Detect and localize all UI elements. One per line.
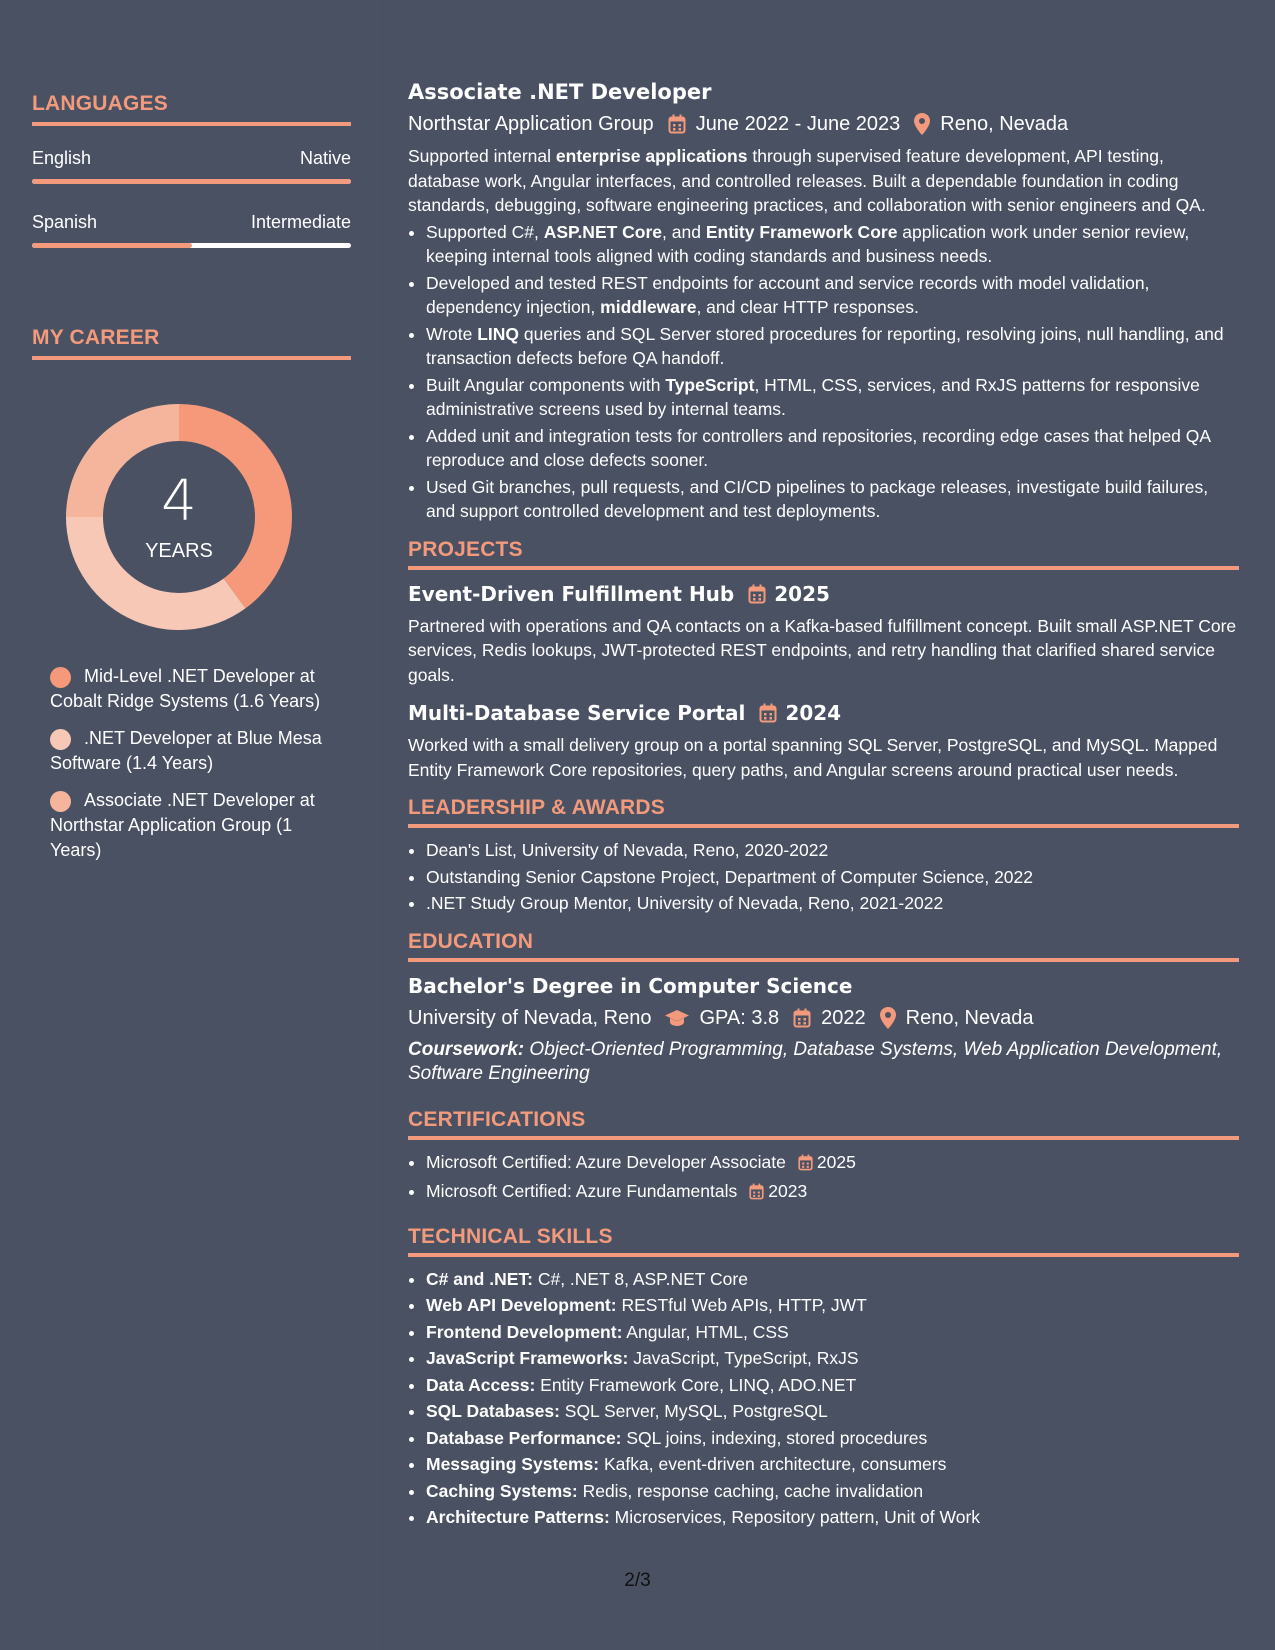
project-item [408,699,1239,782]
job-location: Reno, Nevada [940,113,1069,135]
education-meta [408,1004,1239,1032]
job-title: Associate .NET Developer [408,80,712,104]
certification-year: 2025 [816,1151,856,1172]
awards-heading: LEADERSHIP & AWARDS [408,796,1239,828]
skill-item [426,1320,1239,1345]
skill-item [426,1267,1239,1292]
language-level: Intermediate [250,212,351,232]
skills-list [408,1267,1239,1530]
career-donut-chart [66,404,292,630]
skill-values: JavaScript, TypeScript, RxJS [628,1348,859,1368]
skills-heading: TECHNICAL SKILLS [408,1225,1239,1257]
certifications-heading: CERTIFICATIONS [408,1108,1239,1140]
certification-item [426,1179,1239,1207]
career-heading: MY CAREER [32,326,351,360]
coursework-list: Object-Oriented Programming, Database Systems, Web Application Development, Software Engineering [408,1038,1223,1084]
job-bullet: • Added unit and integration tests for controllers and repositories, recording edge cases that helped QA reproduce and close defects sooner. [426,424,1239,473]
skill-item [426,1399,1239,1424]
legend-item [50,788,335,863]
language-spanish [32,212,351,248]
skill-values: Entity Framework Core, LINQ, ADO.NET [535,1374,857,1395]
skill-values: Angular, HTML, CSS [622,1321,789,1342]
certification-name: Microsoft Certified: Azure Developer Associate [426,1151,786,1172]
calendar-icon [798,1153,813,1178]
sidebar [32,92,351,875]
skill-values: Kafka, event-driven architecture, consumers [599,1454,947,1474]
skill-values: Redis, response caching, cache invalidation [577,1480,924,1501]
language-english [32,148,351,184]
language-level-bar [32,243,351,248]
project-year: 2024 [785,701,842,725]
legend-item [50,726,335,776]
job-summary: Supported internal enterprise applications through supervised feature development, API testing, database work, Angular interfaces, and controlled releases. Built a dependable foundation in coding standards, debugging, software engineering practices, and collaboration with senior engineers and QA. [408,146,1206,215]
calendar-icon [668,114,686,134]
coursework [408,1038,1239,1086]
skill-values: RESTful Web APIs, HTTP, JWT [616,1295,867,1315]
career-legend [50,664,335,863]
skill-category: Architecture Patterns: [426,1507,610,1527]
legend-dot [50,791,71,812]
language-name: English [32,148,92,168]
skill-category: Database Performance: [426,1427,622,1448]
certification-item [426,1150,1239,1178]
award-item: • Dean's List, University of Nevada, Reno, 2020-2022 [426,838,1239,863]
education-heading: EDUCATION [408,930,1239,962]
skill-category: Messaging Systems: [426,1454,600,1474]
coursework-label: Coursework: [408,1038,525,1060]
project-description: Worked with a small delivery group on a portal spanning SQL Server, PostgreSQL, and MySQL. Mapped Entity Framework Core repositories, query paths, and Angular screens around practical user needs. [408,735,1218,780]
skill-category: Web API Development: [426,1295,617,1315]
skill-values: Microservices, Repository pattern, Unit of Work [609,1507,981,1527]
legend-label: Mid-Level .NET Developer at Cobalt Ridge Systems (1.6 Years) [50,666,321,711]
skill-category: Frontend Development: [426,1321,623,1342]
calendar-icon [759,703,777,723]
career-total-unit: YEARS [145,540,213,562]
certifications-list [408,1150,1239,1207]
award-item: • Outstanding Senior Capstone Project, Department of Computer Science, 2022 [426,865,1239,890]
gpa: GPA: 3.8 [699,1006,780,1029]
skill-category: Caching Systems: [426,1480,578,1501]
job-bullet: • Developed and tested REST endpoints for account and service records with model validation, dependency injection, middleware, and clear HTTP responses. [426,271,1239,320]
skill-item [426,1505,1239,1530]
skill-item [426,1373,1239,1398]
location-pin-icon [880,1007,896,1029]
skill-item [426,1426,1239,1451]
language-level-bar [32,179,351,184]
language-name: Spanish [32,212,98,232]
skill-item [426,1452,1239,1477]
awards-list [408,838,1239,916]
job-bullet: • Supported C#, ASP.NET Core, and Entity Framework Core application work under senior review, keeping internal tools aligned with coding standards and business needs. [426,220,1239,269]
graduation-cap-icon [665,1009,689,1027]
language-level-fill [32,179,351,184]
skill-values: SQL Server, MySQL, PostgreSQL [559,1401,828,1421]
job-dates: June 2022 - June 2023 [695,113,901,135]
skill-values: SQL joins, indexing, stored procedures [621,1427,928,1448]
career-total-years: 4 [161,469,197,534]
skill-category: SQL Databases: [426,1401,560,1421]
language-level-fill [32,243,192,248]
calendar-icon [748,584,766,604]
skill-item [426,1293,1239,1318]
skill-item [426,1479,1239,1504]
location-pin-icon [914,113,930,135]
project-year: 2025 [774,581,830,606]
legend-label: .NET Developer at Blue Mesa Software (1.4 Years) [50,728,322,773]
job-company: Northstar Application Group [408,113,654,135]
legend-dot [50,729,71,750]
job-bullet: • Built Angular components with TypeScript, HTML, CSS, services, and RxJS patterns for responsive administrative screens used by internal teams. [426,373,1239,422]
projects-heading: PROJECTS [408,538,1239,570]
education-location: Reno, Nevada [905,1006,1034,1029]
legend-dot [50,667,71,688]
graduation-year: 2022 [821,1006,866,1029]
project-name: Event-Driven Fulfillment Hub [408,581,735,606]
main-content [408,78,1239,1532]
page-indicator: 2/3 [624,1570,651,1591]
project-name: Multi-Database Service Portal [408,701,746,725]
calendar-icon [793,1008,811,1028]
legend-item [50,664,335,714]
skill-category: JavaScript Frameworks: [426,1348,629,1368]
degree-title: Bachelor's Degree in Computer Science [408,973,853,998]
skill-item [426,1346,1239,1371]
job-bullet: • Used Git branches, pull requests, and CI/CD pipelines to package releases, investigate build failures, and support controlled development and test deployments. [426,475,1239,524]
certification-name: Microsoft Certified: Azure Fundamentals [426,1181,738,1201]
school-name: University of Nevada, Reno [408,1006,652,1029]
job-bullets [408,220,1239,524]
language-level: Native [299,148,351,168]
award-item: • .NET Study Group Mentor, University of Nevada, Reno, 2021-2022 [426,891,1239,916]
legend-label: Associate .NET Developer at Northstar Application Group (1 Years) [50,790,315,860]
skill-values: C#, .NET 8, ASP.NET Core [532,1268,748,1289]
skill-category: Data Access: [426,1374,536,1395]
column-divider [382,0,383,1650]
certification-year: 2023 [768,1181,808,1201]
skill-category: C# and .NET: [426,1268,533,1289]
project-description: Partnered with operations and QA contacts on a Kafka-based fulfillment concept. Built small ASP.NET Core services, Redis lookups, JWT-protected REST endpoints, and retry handling that clarified shared service goals. [408,615,1237,685]
project-item [408,580,1239,688]
languages-heading: LANGUAGES [32,92,351,126]
calendar-icon [749,1182,764,1207]
job-bullet: • Wrote LINQ queries and SQL Server stored procedures for reporting, resolving joins, null handling, and transaction defects before QA handoff. [426,322,1239,371]
job-meta [408,110,1239,138]
